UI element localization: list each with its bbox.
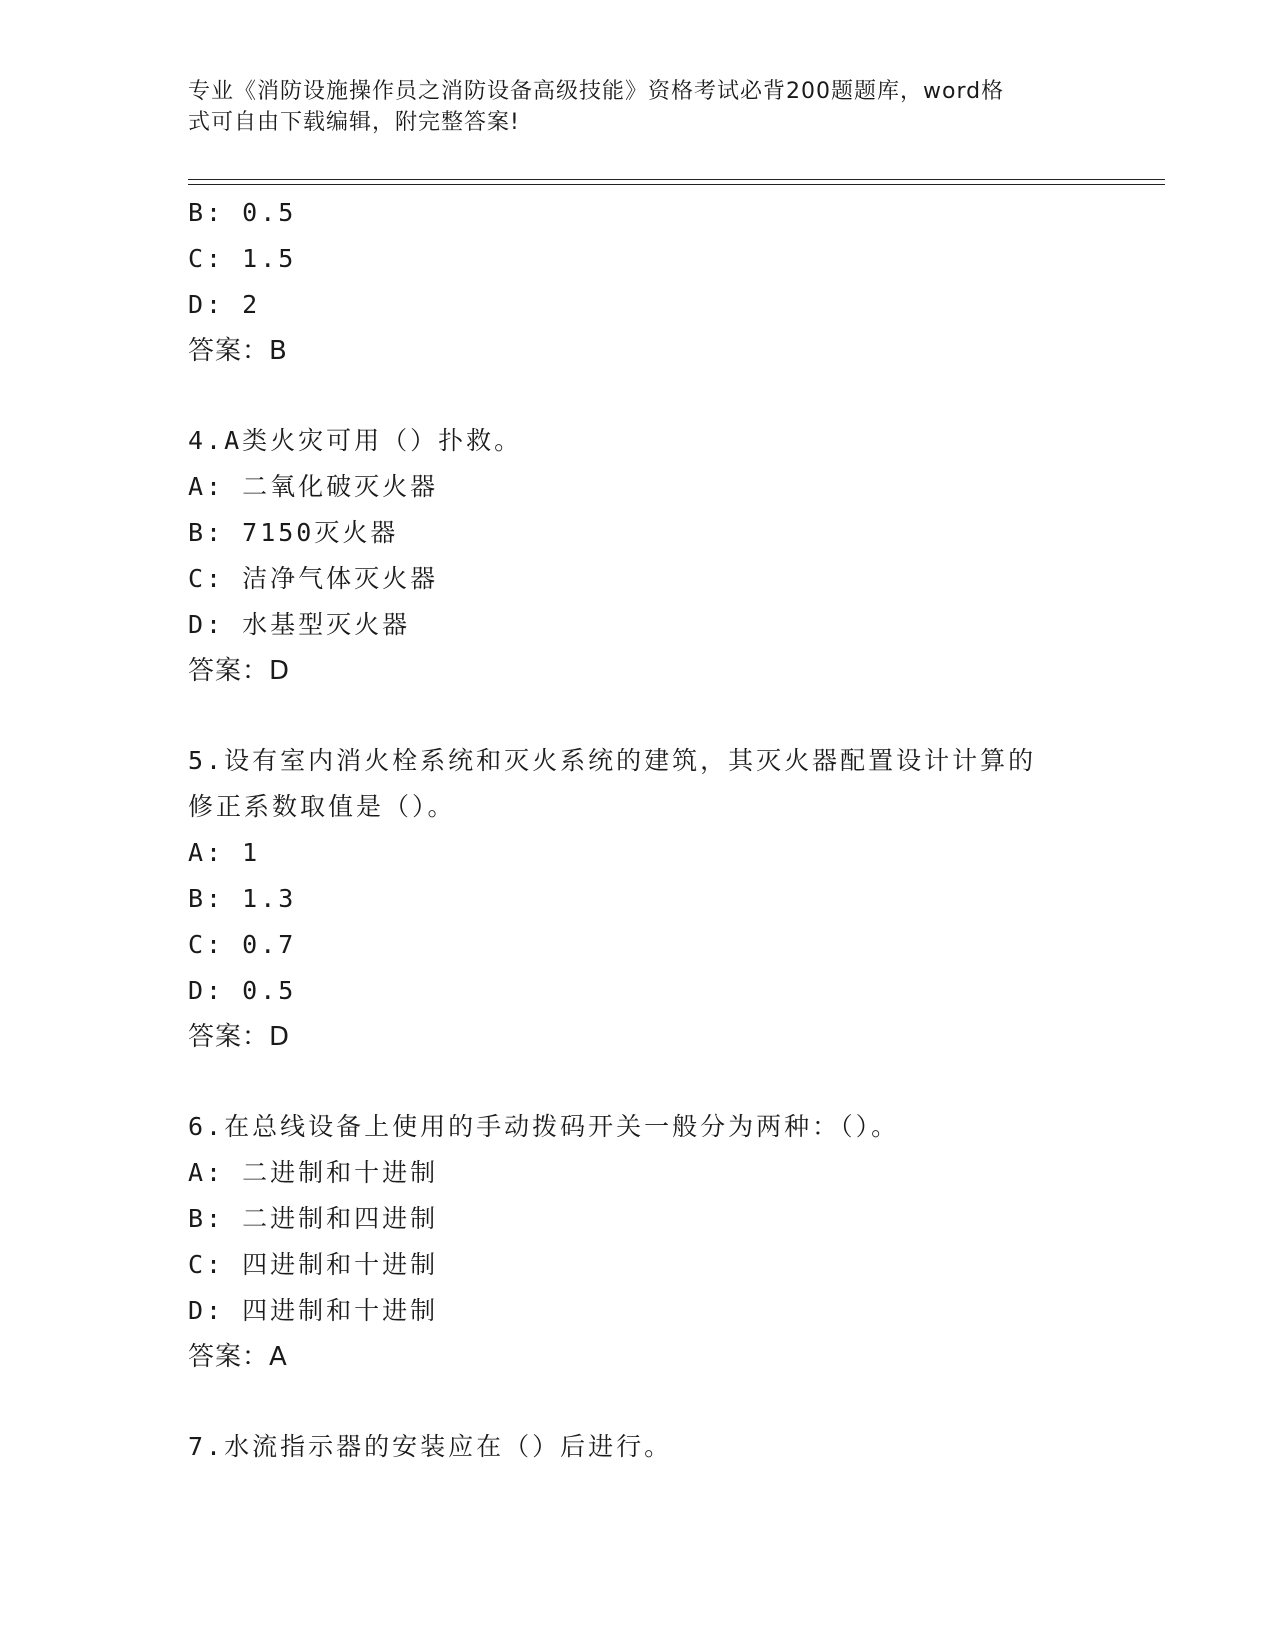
option-d: D: 水基型灭火器 [188,610,411,639]
question-text: 5.设有室内消火栓系统和灭火系统的建筑，其灭火器配置设计计算的 [188,746,1037,775]
option-a: A: 二氧化破灭火器 [188,472,439,501]
document-header [188,76,1068,138]
option-c: C: 0.7 [188,930,297,959]
option-c: C: 洁净气体灭火器 [188,564,439,593]
question-list [188,190,1088,1470]
header-divider-top [188,179,1165,180]
option-d: D: 2 [188,290,261,319]
question-block-prev [188,190,1088,374]
header-title-line1: 专业《消防设施操作员之消防设备高级技能》资格考试必背200题题库，word格 [188,79,1005,104]
question-text: 6.在总线设备上使用的手动拨码开关一般分为两种：（）。 [188,1112,900,1141]
option-c: C: 四进制和十进制 [188,1250,439,1279]
option-b: B: 二进制和四进制 [188,1204,439,1233]
question-text-continued: 修正系数取值是（）。 [188,792,456,821]
option-a: A: 1 [188,838,261,867]
option-c: C: 1.5 [188,244,297,273]
question-text: 7.水流指示器的安装应在（）后进行。 [188,1432,673,1461]
answer-line: 答案：A [188,1342,288,1372]
question-block-6 [188,1104,1088,1380]
option-b: B: 0.5 [188,198,297,227]
question-block-7 [188,1424,1088,1470]
question-block-5 [188,738,1088,1060]
answer-line: 答案：B [188,336,288,366]
option-d: D: 四进制和十进制 [188,1296,439,1325]
header-title-line2: 式可自由下载编辑，附完整答案! [188,110,520,135]
answer-line: 答案：D [188,1022,291,1052]
header-divider-bottom [188,184,1165,185]
question-block-4 [188,418,1088,694]
answer-line: 答案：D [188,656,291,686]
question-text: 4.A类火灾可用（）扑救。 [188,426,523,455]
option-b: B: 1.3 [188,884,297,913]
option-b: B: 7150灭火器 [188,518,399,547]
option-a: A: 二进制和十进制 [188,1158,439,1187]
option-d: D: 0.5 [188,976,297,1005]
